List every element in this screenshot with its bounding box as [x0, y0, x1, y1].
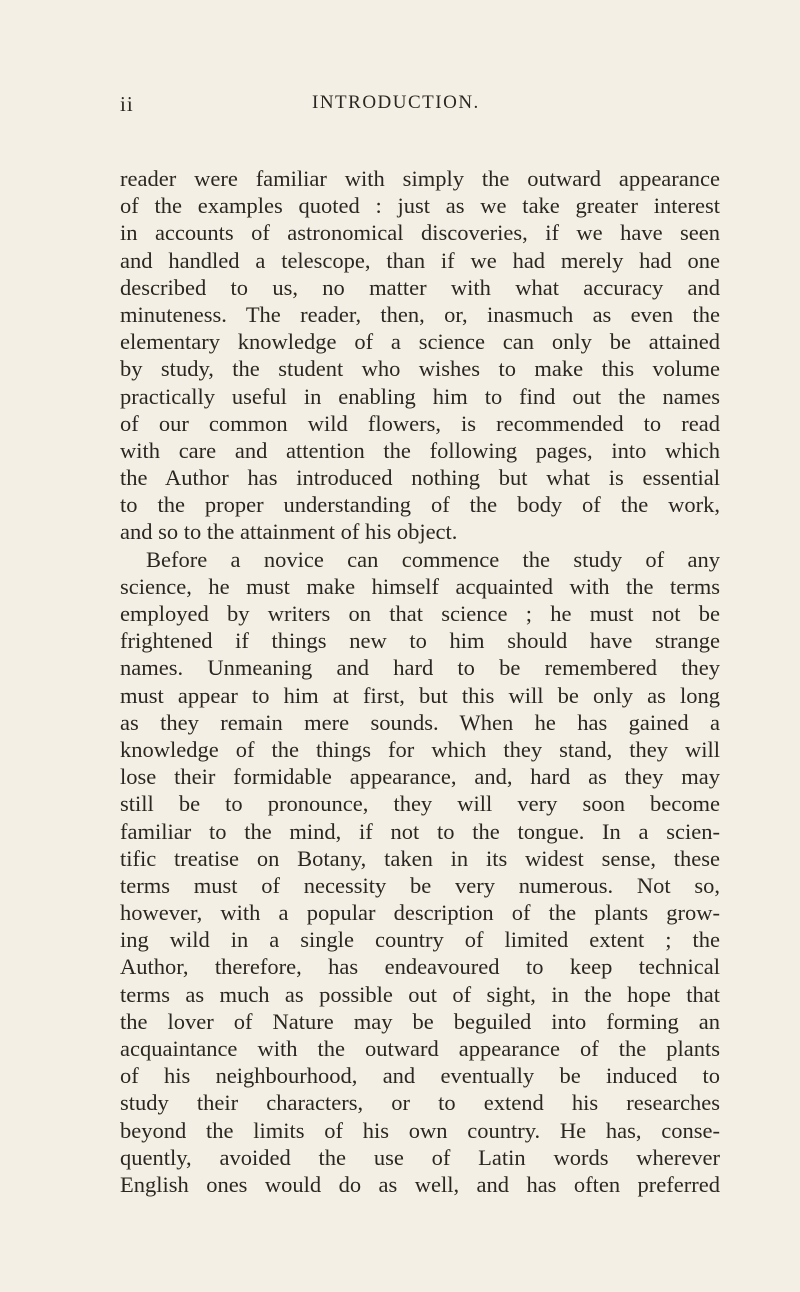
- text-line: and handled a telescope, than if we had merely had one: [120, 247, 720, 273]
- text-line: familiar to the mind, if not to the tongue. In a scien-: [120, 818, 720, 844]
- text-line: to the proper understanding of the body of the work,: [120, 492, 720, 518]
- text-line: study their characters, or to extend his researches: [120, 1090, 720, 1116]
- text-line: elementary knowledge of a science can only be attained: [120, 329, 720, 355]
- text-line: beyond the limits of his own country. He has, conse-: [120, 1117, 720, 1143]
- text-line: must appear to him at first, but this will be only as long: [120, 682, 720, 708]
- text-line: the Author has introduced nothing but what is essential: [120, 465, 720, 491]
- body-text: [120, 165, 720, 1198]
- text-line: however, with a popular description of the plants grow-: [120, 900, 720, 926]
- running-head: INTRODUCTION.: [312, 92, 480, 113]
- text-line: lose their formidable appearance, and, hard as they may: [120, 764, 720, 790]
- text-line: employed by writers on that science ; he must not be: [120, 601, 720, 626]
- page-number: ii: [120, 92, 134, 116]
- paragraph-start-line: Before a novice can commence the study of any: [146, 546, 720, 572]
- text-line: knowledge of the things for which they stand, they will: [120, 736, 720, 762]
- text-line: of his neighbourhood, and eventually be induced to: [120, 1063, 720, 1089]
- text-line: with care and attention the following pages, into which: [120, 437, 720, 463]
- text-line: acquaintance with the outward appearance of the plants: [120, 1036, 720, 1061]
- text-line: reader were familiar with simply the outward appearance: [120, 166, 720, 191]
- text-line: the lover of Nature may be beguiled into forming an: [120, 1008, 720, 1034]
- text-line: Author, therefore, has endeavoured to keep technical: [120, 954, 720, 980]
- text-line: tific treatise on Botany, taken in its widest sense, these: [120, 845, 720, 871]
- text-line: described to us, no matter with what accuracy and: [120, 274, 720, 300]
- paragraph-end-line: and so to the attainment of his object.: [120, 519, 458, 545]
- text-line: English ones would do as well, and has often preferred: [120, 1171, 720, 1197]
- text-line: minuteness. The reader, then, or, inasmuch as even the: [120, 301, 720, 327]
- text-line: frightened if things new to him should have strange: [120, 628, 720, 654]
- page-header: [0, 92, 800, 120]
- text-line: in accounts of astronomical discoveries, if we have seen: [120, 220, 720, 246]
- text-line: by study, the student who wishes to make this volume: [120, 356, 720, 382]
- text-line: practically useful in enabling him to find out the names: [120, 383, 720, 409]
- text-line: still be to pronounce, they will very soon become: [120, 791, 720, 817]
- text-line: as they remain mere sounds. When he has gained a: [120, 709, 720, 735]
- text-line: of our common wild flowers, is recommended to read: [120, 410, 720, 436]
- text-line: names. Unmeaning and hard to be remembered they: [120, 655, 720, 681]
- text-line: quently, avoided the use of Latin words wherever: [120, 1144, 720, 1170]
- text-line: science, he must make himself acquainted with the terms: [120, 573, 720, 599]
- text-line: terms must of necessity be very numerous. Not so,: [120, 872, 720, 898]
- text-line: of the examples quoted : just as we take greater interest: [120, 193, 720, 219]
- text-line: ing wild in a single country of limited extent ; the: [120, 927, 720, 953]
- text-line: terms as much as possible out of sight, in the hope that: [120, 981, 720, 1007]
